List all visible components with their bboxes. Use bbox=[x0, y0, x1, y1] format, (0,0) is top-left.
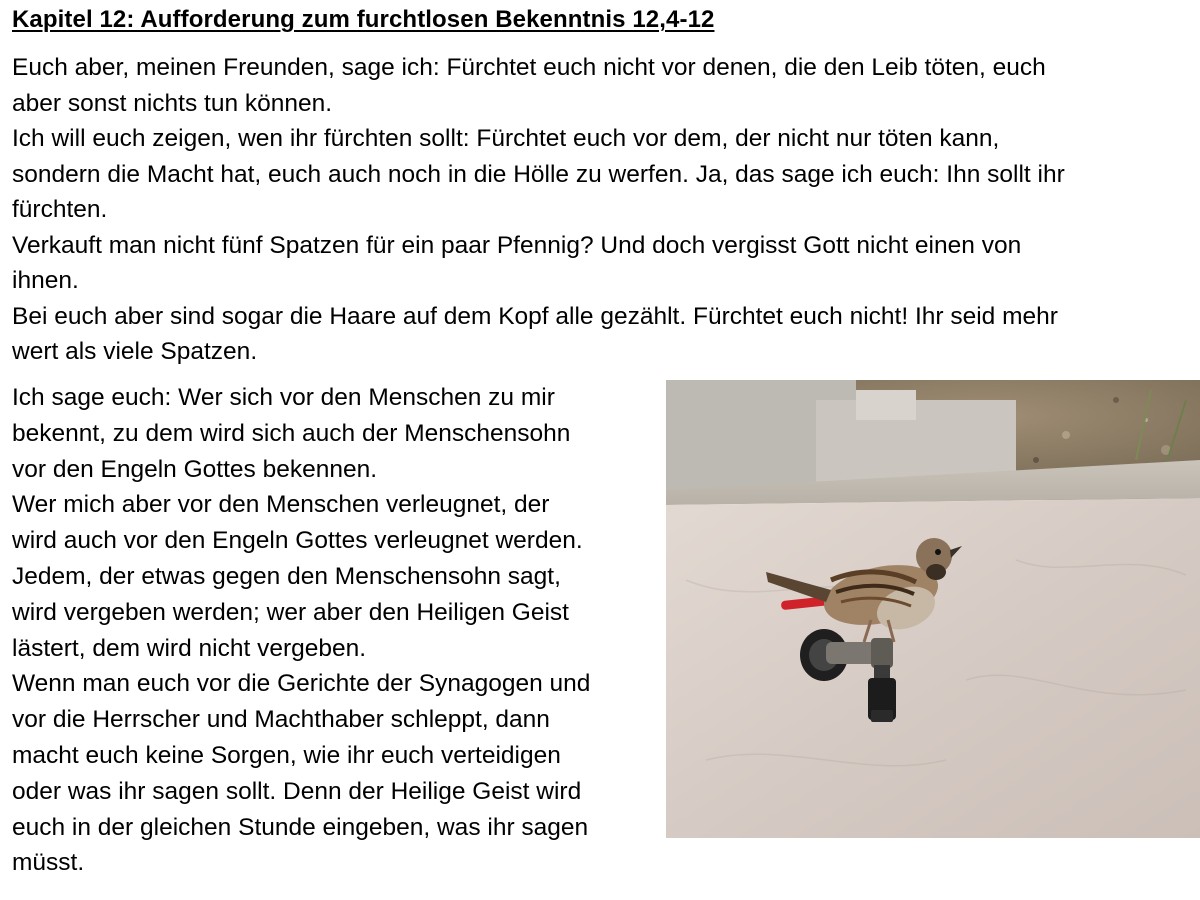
text-line: Bei euch aber sind sogar die Haare auf dem Kopf alle gezählt. Fürchtet euch nicht! Ihr seid mehr bbox=[12, 302, 1058, 330]
text-line: Ich will euch zeigen, wen ihr fürchten sollt: Fürchtet euch vor dem, der nicht nur töten kann, bbox=[12, 125, 1000, 152]
text-line: macht euch keine Sorgen, wie ihr euch verteidigen bbox=[12, 741, 561, 769]
text-line: aber sonst nichts tun können. bbox=[12, 89, 333, 117]
text-line: müsst. bbox=[12, 849, 85, 877]
top-paragraphs bbox=[12, 50, 1192, 370]
text-line: euch in der gleichen Stunde eingeben, was ihr sagen bbox=[12, 813, 589, 841]
text-line: wert als viele Spatzen. bbox=[12, 338, 258, 365]
text-line: sondern die Macht hat, euch auch noch in die Hölle zu werfen. Ja, das sage ich euch: Ihn sollt ihr bbox=[12, 160, 1065, 188]
sparrow-photo bbox=[666, 380, 1200, 838]
text-line: oder was ihr sagen sollt. Denn der Heilige Geist wird bbox=[12, 777, 582, 805]
slide-title: Kapitel 12: Aufforderung zum furchtlosen Bekenntnis 12,4-12 bbox=[12, 6, 715, 33]
text-line: bekennt, zu dem wird sich auch der Menschensohn bbox=[12, 419, 571, 447]
text-line: lästert, dem wird nicht vergeben. bbox=[12, 634, 367, 662]
text-line: fürchten. bbox=[12, 196, 108, 223]
text-line: Wenn man euch vor die Gerichte der Synagogen und bbox=[12, 670, 591, 698]
text-line: wird auch vor den Engeln Gottes verleugnet werden. bbox=[12, 527, 583, 555]
text-line: vor den Engeln Gottes bekennen. bbox=[12, 455, 378, 483]
text-line: Euch aber, meinen Freunden, sage ich: Fürchtet euch nicht vor denen, die den Leib töten, euch bbox=[12, 54, 1046, 81]
text-line: vor die Herrscher und Machthaber schleppt, dann bbox=[12, 706, 550, 734]
text-line: wird vergeben werden; wer aber den Heiligen Geist bbox=[12, 598, 569, 626]
bottom-paragraphs bbox=[12, 380, 662, 881]
text-line: ihnen. bbox=[12, 267, 79, 294]
text-line: Ich sage euch: Wer sich vor den Menschen zu mir bbox=[12, 384, 555, 411]
text-line: Jedem, der etwas gegen den Menschensohn sagt, bbox=[12, 562, 561, 590]
text-line: Wer mich aber vor den Menschen verleugnet, der bbox=[12, 491, 550, 519]
text-line: Verkauft man nicht fünf Spatzen für ein paar Pfennig? Und doch vergisst Gott nicht einen von bbox=[12, 231, 1022, 259]
